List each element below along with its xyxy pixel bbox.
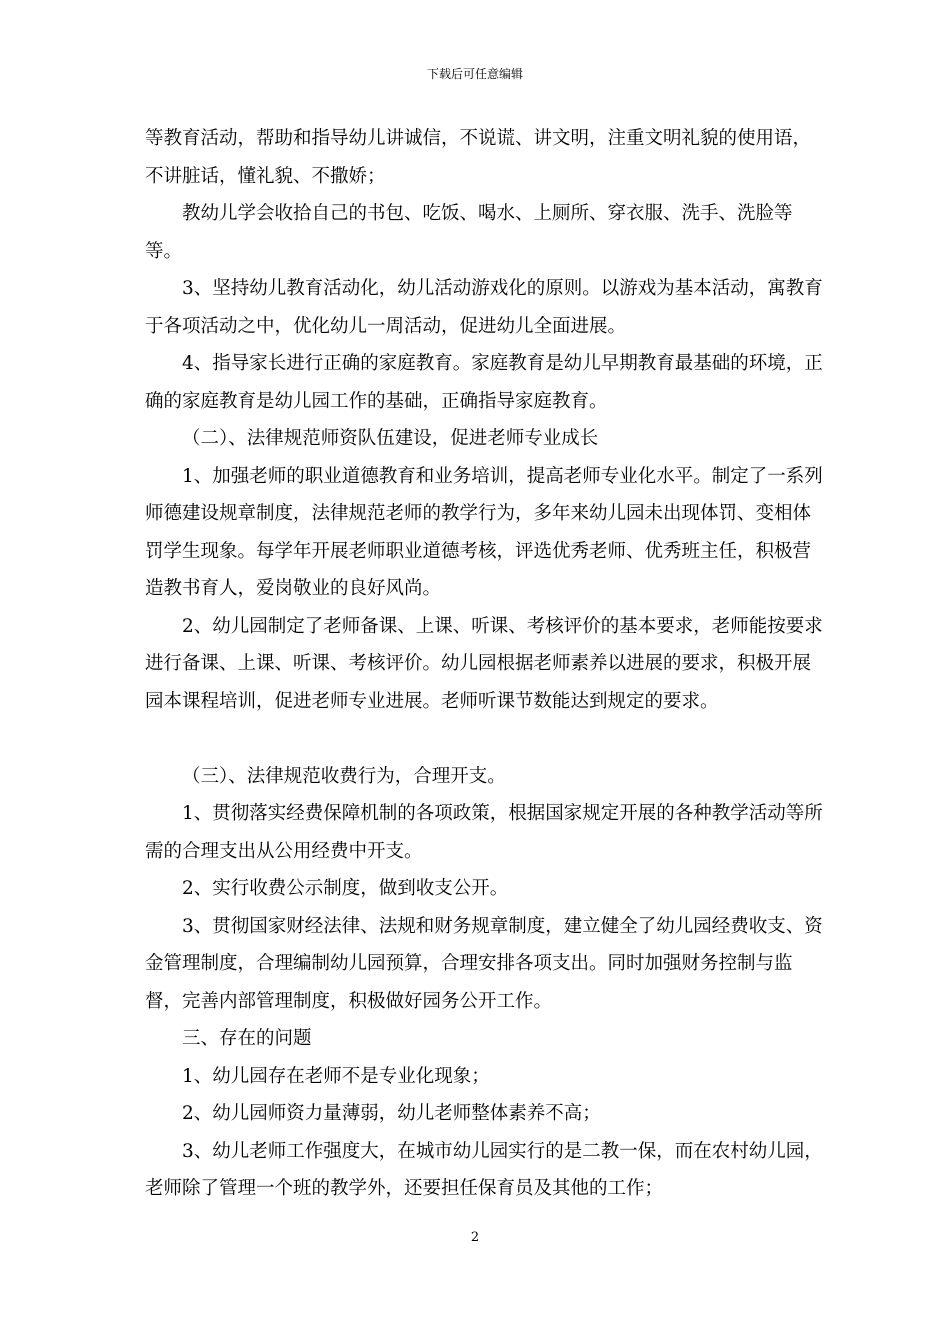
blank-line	[145, 720, 825, 758]
document-body	[145, 120, 825, 1208]
section-heading-problems: 三、存在的问题	[182, 1028, 312, 1049]
problem-item-1: 1、幼儿园存在老师不是专业化现象；	[182, 1065, 490, 1087]
problem-item-3: 3、幼儿老师工作强度大，在城市幼儿园实行的是二教一保，而在农村幼儿园，老师除了管理一个班的教学外，还要担任保育员及其他的工作；	[145, 1140, 823, 1199]
paragraph-fee-disclosure: 2、实行收费公示制度，做到收支公开。	[182, 878, 509, 899]
paragraph-teacher-ethics: 1、加强老师的职业道德教育和业务培训，提高老师专业化水平。制定了一系列师德建设规章制度，法律规范老师的教学行为，多年来幼儿园未出现体罚、变相体罚学生现象。每学年开展老师职业道德考核，评选优秀老师、优秀班主任，积极营造教书育人，爱岗敬业的良好风尚。	[145, 465, 823, 599]
page-number: 2	[470, 1230, 480, 1245]
paragraph-funding-policy: 1、贯彻落实经费保障机制的各项政策，根据国家规定开展的各种教学活动等所需的合理支出从公用经费中开支。	[145, 803, 823, 862]
page-header: 下载后可任意编辑	[426, 67, 523, 81]
paragraph-continuation: 等教育活动，帮助和指导幼儿讲诚信，不说谎、讲文明，注重文明礼貌的使用语，不讲脏话，懂礼貌、不撒娇；	[145, 128, 812, 187]
section-heading-2: （二）、法律规范师资队伍建设，促进老师专业成长	[182, 428, 599, 449]
section-heading-3: （三）、法律规范收费行为，合理开支。	[182, 765, 506, 787]
paragraph-teacher-requirements: 2、幼儿园制定了老师备课、上课、听课、考核评价的基本要求，老师能按要求进行备课、上课、听课、考核评价。幼儿园根据老师素养以进展的要求，积极开展园本课程培训，促进老师专业进展。老师听课节数能达到规定的要求。	[145, 615, 823, 712]
paragraph-self-care: 教幼儿学会收拾自己的书包、吃饭、喝水、上厕所、穿衣服、洗手、洗脸等等。	[145, 203, 793, 262]
paragraph-financial-rules: 3、贯彻国家财经法律、法规和财务规章制度，建立健全了幼儿园经费收支、资金管理制度，合理编制幼儿园预算，合理安排各项支出。同时加强财务控制与监督，完善内部管理制度，积极做好园务公开工作。	[145, 915, 823, 1012]
paragraph-item-4-family: 4、指导家长进行正确的家庭教育。家庭教育是幼儿早期教育最基础的环境，正确的家庭教育是幼儿园工作的基础，正确指导家庭教育。	[145, 353, 823, 412]
paragraph-item-3-play: 3、坚持幼儿教育活动化，幼儿活动游戏化的原则。以游戏为基本活动，寓教育于各项活动之中，优化幼儿一周活动，促进幼儿全面进展。	[145, 278, 823, 337]
problem-item-2: 2、幼儿园师资力量薄弱，幼儿老师整体素养不高；	[182, 1103, 601, 1124]
